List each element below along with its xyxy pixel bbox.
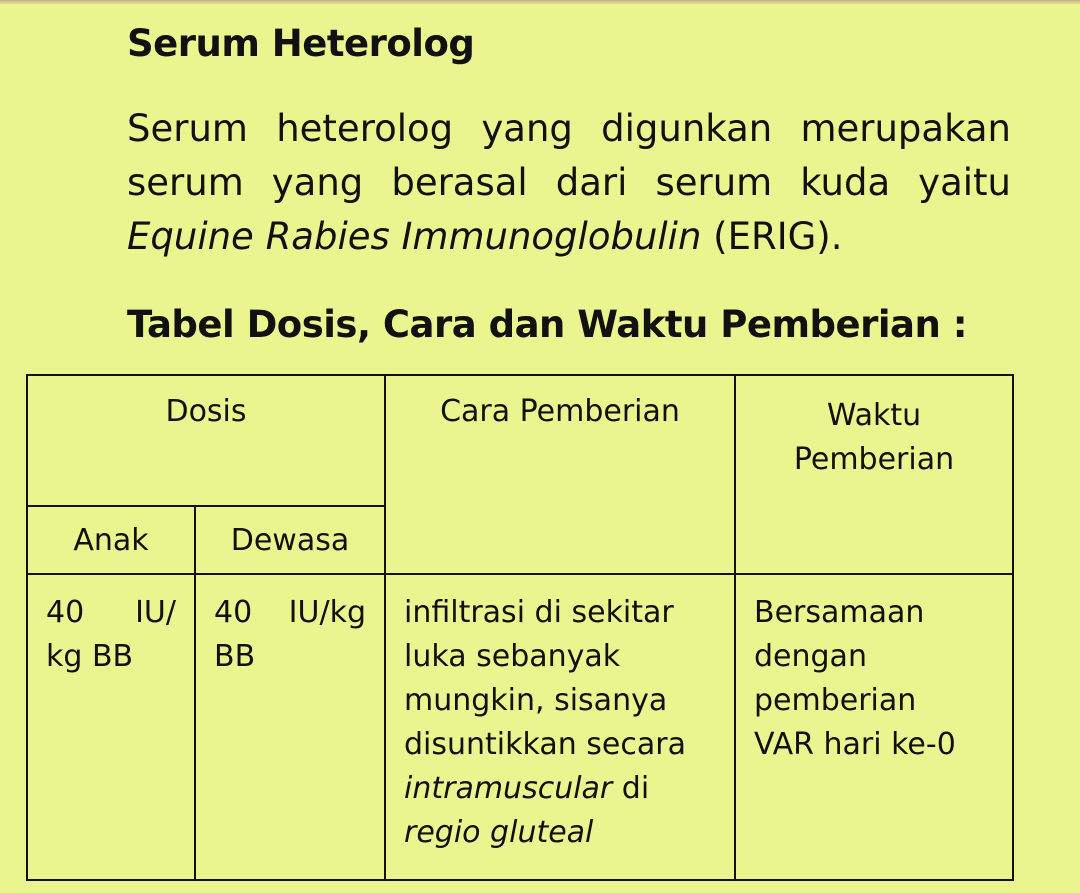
cell-waktu-pemberian — [735, 574, 1013, 880]
section-heading: Serum Heterolog — [127, 22, 475, 65]
cara-line-2: luka sebanyak — [404, 639, 621, 674]
cara-after-italic: di — [612, 771, 650, 806]
description-paragraph — [127, 102, 1011, 264]
dewasa-dose-value: 40 — [214, 595, 253, 630]
waktu-line-2: dengan — [754, 639, 867, 674]
cell-anak-dose — [27, 574, 195, 880]
dewasa-dose-unit-cont: BB — [214, 639, 256, 674]
dose-table — [26, 374, 1014, 881]
header-anak: Anak — [27, 506, 195, 574]
waktu-line-4: VAR hari ke-0 — [754, 727, 956, 762]
cell-dewasa-dose — [195, 574, 385, 880]
header-dewasa: Dewasa — [195, 506, 385, 574]
cara-line-1: infiltrasi di sekitar — [404, 595, 674, 630]
cara-italic-term: intramuscular — [404, 771, 613, 806]
cara-line-5 — [404, 767, 734, 811]
header-dosis: Dosis — [27, 375, 385, 506]
header-cara-pemberian: Cara Pemberian — [385, 375, 735, 574]
paragraph-text-end: (ERIG). — [701, 215, 843, 258]
waktu-line-1: Bersamaan — [754, 595, 925, 630]
dewasa-dose-unit: IU/kg — [288, 595, 366, 630]
cara-line-4: disuntikkan secara — [404, 727, 686, 762]
table-title: Tabel Dosis, Cara dan Waktu Pemberian : — [127, 303, 968, 346]
waktu-line-3: pemberian — [754, 683, 917, 718]
cara-line-6: regio gluteal — [404, 815, 594, 850]
anak-dose-value: 40 — [46, 595, 85, 630]
cell-cara-pemberian — [385, 574, 735, 880]
header-waktu-pemberian — [735, 375, 1013, 574]
top-border — [0, 0, 1080, 5]
header-waktu-line2: Pemberian — [793, 442, 955, 477]
anak-dose-unit-cont: kg BB — [46, 639, 134, 674]
paragraph-italic-term: Equine Rabies Immunoglobulin — [127, 215, 702, 258]
header-waktu-line1: Waktu — [826, 398, 922, 433]
anak-dose-unit: IU/ — [135, 595, 176, 630]
cara-line-3: mungkin, sisanya — [404, 683, 668, 718]
paragraph-text: Serum heterolog yang digunkan merupakan serum yang berasal dari serum kuda yaitu — [127, 107, 1011, 204]
